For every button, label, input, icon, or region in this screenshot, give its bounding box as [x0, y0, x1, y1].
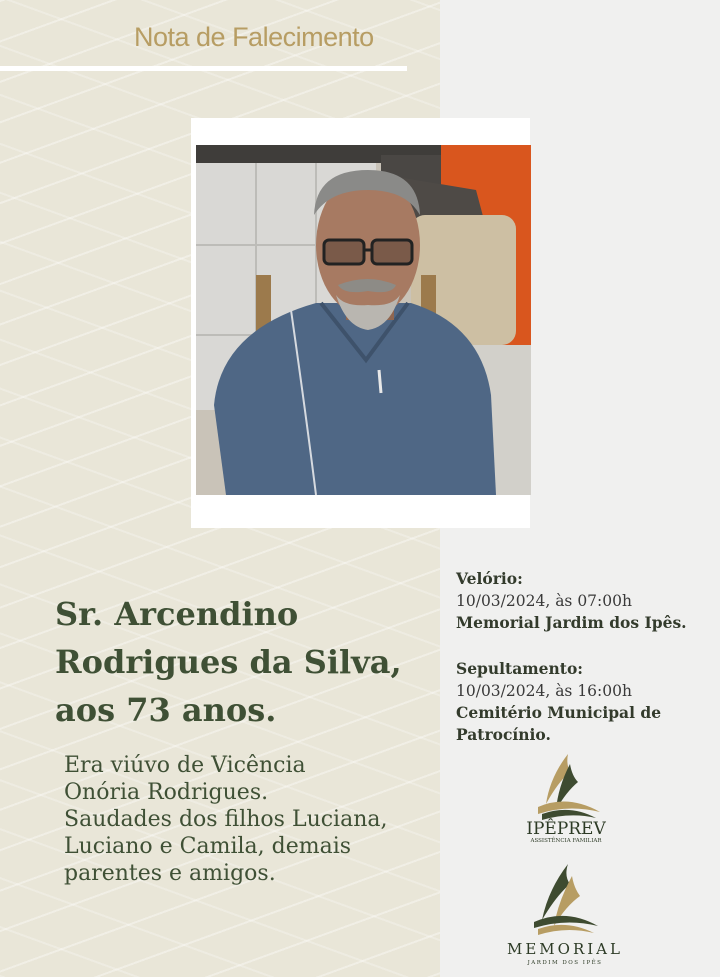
header-divider	[0, 66, 407, 71]
sepultamento-info	[456, 658, 661, 746]
memorial-name: MEMORIAL	[507, 940, 623, 958]
name-line: aos 73 anos.	[55, 691, 277, 729]
velorio-place: Memorial Jardim dos Ipês.	[456, 613, 687, 632]
memorial-logo	[500, 862, 630, 972]
sepultamento-label: Sepultamento:	[456, 659, 584, 678]
sepultamento-place: Cemitério Municipal de	[456, 703, 662, 722]
page-title: Nota de Falecimento	[134, 22, 374, 52]
deceased-name	[55, 590, 435, 734]
bio-line: Luciano e Camila, demais	[64, 834, 352, 859]
name-line: Rodrigues da Silva,	[55, 643, 402, 681]
bio-line: Era viúvo de Vicência	[64, 753, 306, 778]
sepultamento-datetime: 10/03/2024, às 16:00h	[456, 682, 632, 700]
ipeprev-name: IPÊPREV	[526, 819, 606, 839]
obituary-text	[64, 752, 434, 887]
sepultamento-place: Patrocínio.	[456, 725, 551, 744]
velorio-label: Velório:	[456, 569, 523, 588]
memorial-tagline: JARDIM DOS IPÊS	[527, 960, 603, 966]
bio-line: Onória Rodrigues.	[64, 780, 269, 805]
ipeprev-tagline: ASSISTÊNCIA FAMILIAR	[530, 838, 602, 844]
velorio-info	[456, 568, 687, 634]
ipeprev-logo	[508, 752, 624, 844]
name-line: Sr. Arcendino	[55, 595, 299, 633]
deceased-photo	[196, 145, 531, 495]
velorio-datetime: 10/03/2024, às 07:00h	[456, 592, 632, 610]
bio-line: parentes e amigos.	[64, 861, 276, 886]
bio-line: Saudades dos filhos Luciana,	[64, 807, 388, 832]
